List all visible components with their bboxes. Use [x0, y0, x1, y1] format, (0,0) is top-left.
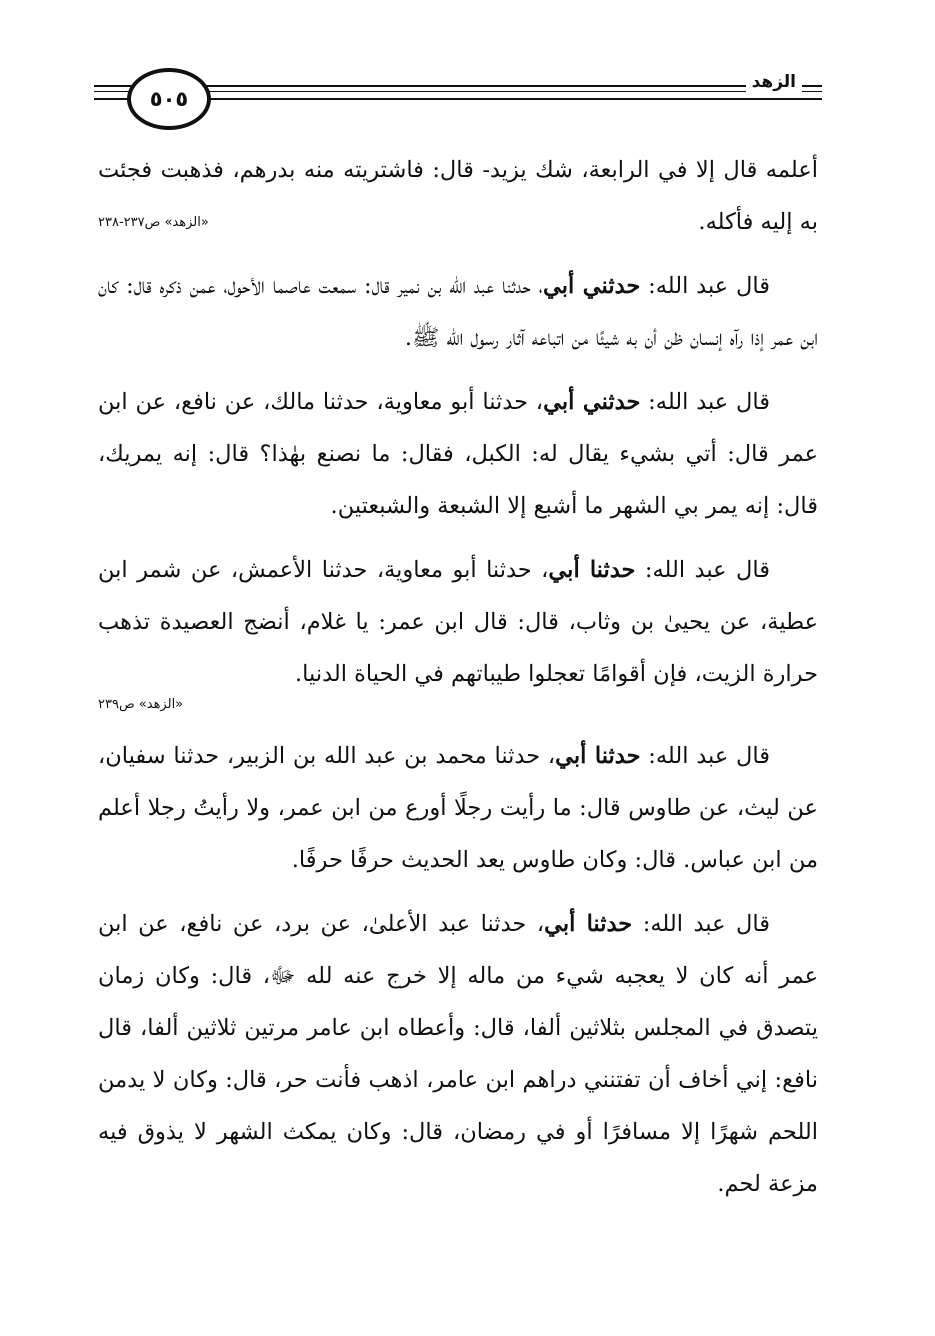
paragraph-gap — [98, 886, 818, 898]
hadith-paragraph — [98, 730, 818, 886]
hadith-paragraph — [98, 260, 818, 364]
page-number-badge — [127, 68, 211, 130]
paragraph-text: ، حدثنا عبد الأعلىٰ، عن برد، عن نافع، عن ابن عمر أنه كان لا يعجبه شيء من ماله إلا خرج عنه لله ﷻ، قال: وكان زمان يتصدق في المجلس بثلاثين ألفا، قال: وأعطاه ابن عامر مرتين ثلاثين ألفا، قال نافع: إني أخاف أن تفتنني دراهم ابن عامر، اذهب فأنت حر، قال: وكان لا يدمن اللحم شهرًا إلا مسافرًا أو في رمضان، قال: وكان يمكث الشهر لا يذوق فيه مزعة لحم. — [98, 911, 818, 1197]
running-title: الزهد — [746, 72, 802, 92]
paragraph-text: ، حدثنا أبو معاوية، حدثنا مالك، عن نافع، عن ابن عمر قال: أتي بشيء يقال له: الكبل، فقال: ما نصنع بهٰذا؟ قال: إنه يمريك، قال: إنه يمر بي الشهر ما أشبع إلا الشبعة والشبعتين. — [98, 389, 818, 519]
narration-prefix: قال عبد الله: — [632, 911, 771, 937]
narrator-chain-bold: حدثنا أبي — [544, 911, 633, 937]
paragraph-text: ، حدثنا محمد بن عبد الله بن الزبير، حدثنا سفيان، عن ليث، عن طاوس قال: ما رأيت رجلًا أورع من ابن عمر، ولا رأيتُ رجلا أعلم من ابن عباس. قال: وكان طاوس يعد الحديث حرفًا حرفًا. — [98, 743, 818, 873]
page-header — [94, 58, 822, 130]
paragraph-gap — [98, 532, 818, 544]
narration-prefix: قال عبد الله: — [640, 273, 770, 299]
narrator-chain-bold: حدثنا أبي — [548, 557, 636, 583]
paragraph-text: ، حدثنا عبد الله بن نمير قال: سمعت عاصما الأحول، عمن ذكره قال: كان ابن عمر إذا رآه إنسان ظن أن به شيئًا من اتباعه آثار رسول الله ﷺ. — [98, 273, 818, 351]
source-reference: «الزهد» ص٢٣٧-٢٣٨ — [98, 215, 209, 230]
narrator-chain-bold: حدثنا أبي — [555, 743, 641, 769]
hadith-paragraph — [98, 898, 818, 1210]
page-body — [98, 144, 818, 1210]
hadith-paragraph — [98, 544, 818, 700]
narration-prefix: قال عبد الله: — [640, 743, 770, 769]
narration-prefix: قال عبد الله: — [640, 389, 770, 415]
hadith-paragraph — [98, 376, 818, 532]
page-number: ٥٠٥ — [149, 87, 189, 111]
narrator-chain-bold: حدثني أبي — [542, 273, 641, 299]
paragraph-continuation — [98, 144, 818, 248]
source-reference: «الزهد» ص٢٣٩ — [98, 697, 184, 712]
paragraph-text: فجئت به إليه فأكله. — [98, 157, 818, 235]
paragraph-text: ، حدثنا أبو معاوية، حدثنا الأعمش، عن شمر ابن عطية، عن يحيىٰ بن وثاب، قال: قال ابن عمر: يا غلام، أنضج العصيدة تذهب حرارة الزيت، فإن أقوامًا تعجلوا طيباتهم في الحياة الدنيا. — [98, 557, 818, 687]
paragraph-gap — [98, 364, 818, 376]
paragraph-gap — [98, 248, 818, 260]
narrator-chain-bold: حدثني أبي — [543, 389, 641, 415]
paragraph-text: أعلمه قال إلا في الرابعة، شك يزيد- قال: فاشتريته منه بدرهم، فذهبت — [160, 157, 818, 183]
narration-prefix: قال عبد الله: — [635, 557, 770, 583]
